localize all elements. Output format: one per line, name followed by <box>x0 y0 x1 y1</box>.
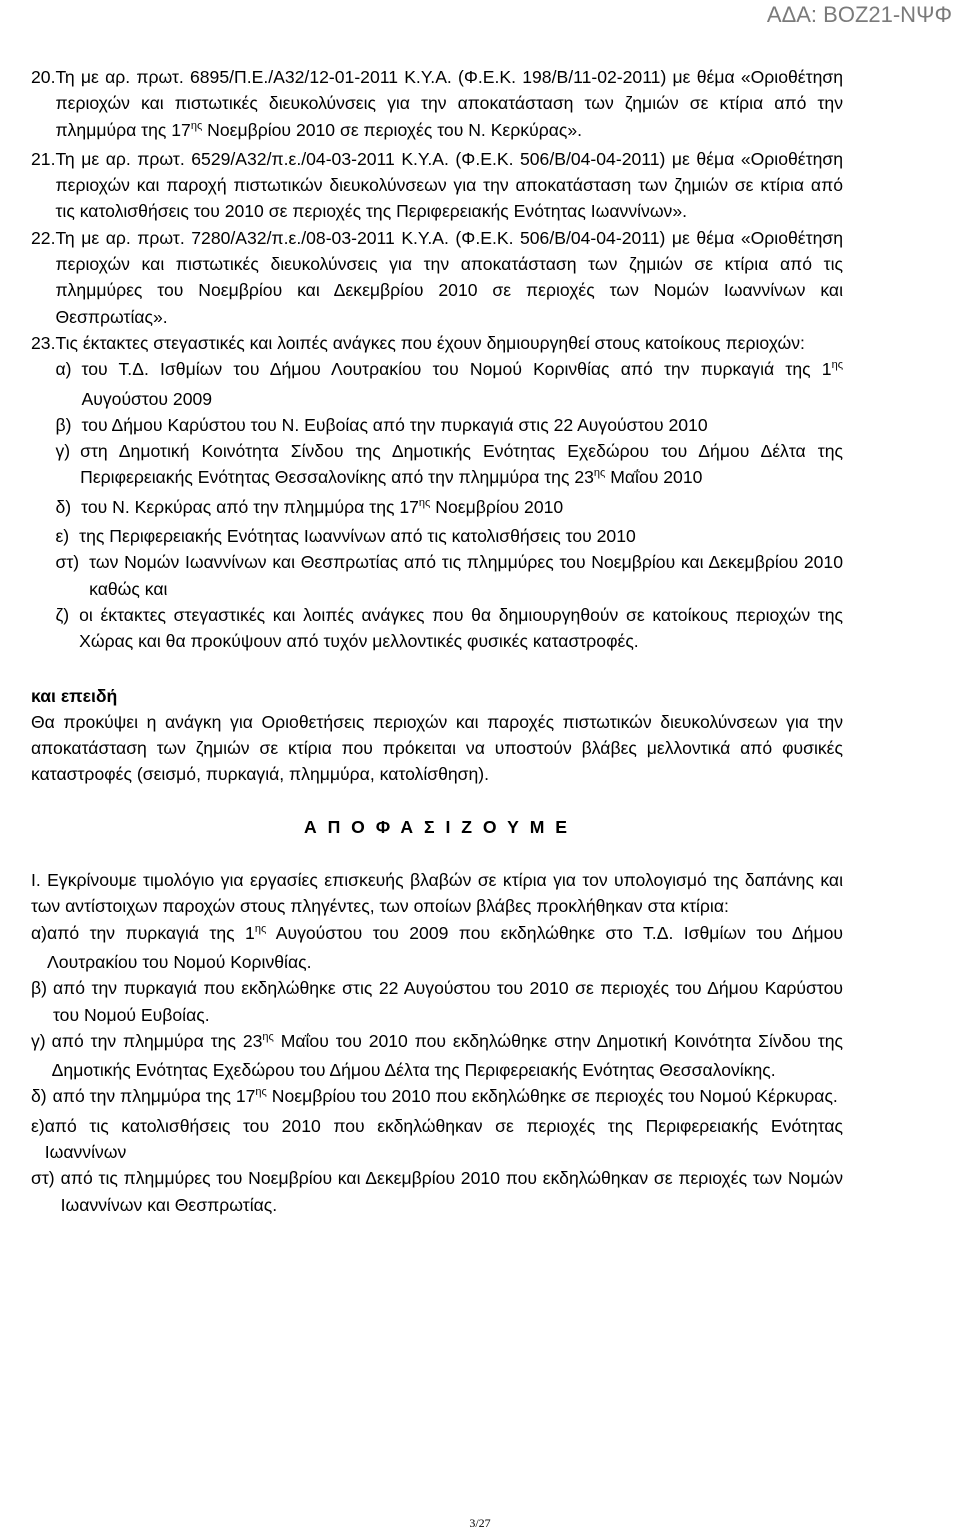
sub-label: α) <box>55 359 72 380</box>
sub-text-part: στη Δημοτική Κοινότητα Σίνδου της Δημοτικής Ενότητας Εχεδώρου του Δήμου Δέλτα της Περιφερειακής Ενότητας Θεσσαλονίκης από την πλημμύρα της 23 <box>80 441 843 488</box>
item-text-part: Νοεμβρίου 2010 σε περιοχές του Ν. Κερκύρας». <box>202 119 583 140</box>
sub-text <box>82 356 844 412</box>
item-intro: Τις έκτακτες στεγαστικές και λοιπές ανάγκες που έχουν δημιουργηθεί στους κατοίκους περιοχών: <box>55 332 805 353</box>
item-text: Τη με αρ. πρωτ. 7280/Α32/π.ε./08-03-2011 Κ.Υ.Α. (Φ.Ε.Κ. 506/Β/04-04-2011) με θέμα «Οριοθέτηση περιοχών και πιστωτικές διευκολύνσεις για την αποκατάσταση των ζημιών σε κτίρια από τις πλημμύρες του Νοεμβρίου και Δεκεμβρίου 2010 σε περιοχές των Νομών Ιωαννίνων και Θεσπρωτίας». <box>55 227 843 327</box>
sub-item-a <box>55 356 843 412</box>
decision-title: Α Π Ο Φ Α Σ Ι Ζ Ο Υ Μ Ε <box>303 816 571 837</box>
decision-item-b <box>31 975 843 1028</box>
sub-text-part: του Τ.Δ. Ισθμίων του Δήμου Λουτρακίου του Νομού Κορινθίας από την πυρκαγιά της 1 <box>81 359 832 380</box>
superscript: ης <box>255 1086 267 1099</box>
decision-paragraph: Ι. Εγκρίνουμε τιμολόγιο για εργασίες επισκευής βλαβών σε κτίρια για τον υπολογισμό της δαπάνης και των αντίστοιχων παροχών στους πληγέντες, των οποίων βλάβες προκλήθηκαν στα κτίρια: <box>31 870 843 917</box>
decision-item-c <box>31 1028 843 1084</box>
sub-text <box>81 494 843 523</box>
decision-text <box>47 920 843 976</box>
sub-text: της Περιφερειακής Ενότητας Ιωαννίνων από τις κατολισθήσεις του 2010 <box>79 526 636 547</box>
decision-label: α) <box>31 922 48 943</box>
decision-label: δ) <box>31 1086 47 1107</box>
superscript: ης <box>593 467 606 480</box>
decision-label: γ) <box>31 1030 46 1051</box>
superscript: ης <box>831 359 843 372</box>
sub-label: ζ) <box>55 604 70 625</box>
sub-item-z <box>55 602 843 655</box>
sub-label: β) <box>55 414 72 435</box>
list-item-20 <box>31 64 843 146</box>
decision-item-st <box>31 1165 843 1218</box>
decision-label: στ) <box>31 1168 55 1189</box>
item-text-part: Τη με αρ. πρωτ. 6895/Π.Ε./Α32/12-01-2011 Κ.Υ.Α. (Φ.Ε.Κ. 198/Β/11-02-2011) με θέμα «Οριοθέτηση περιοχών και πιστωτικές διευκολύνσεις για την αποκατάσταση των ζημιών σε κτίρια από την πλημμύρα της 17 <box>55 67 843 140</box>
decision-item-a <box>31 920 843 976</box>
sub-text: του Δήμου Καρύστου του Ν. Ευβοίας από την πυρκαγιά στις 22 Αυγούστου 2010 <box>81 414 708 435</box>
list-item-21 <box>31 146 843 225</box>
item-number: 20. <box>31 67 56 87</box>
decision-text: από τις πλημμύρες του Νοεμβρίου και Δεκεμβρίου 2010 που εκδηλώθηκαν σε περιοχές των Νομών Ιωαννίνων και Θεσπρωτίας. <box>60 1168 843 1215</box>
sub-text: των Νομών Ιωαννίνων και Θεσπρωτίας από τις πλημμύρες του Νοεμβρίου και Δεκεμβρίου 2010 καθώς και <box>89 552 843 599</box>
decision-text-part: Νοεμβρίου του 2010 που εκδηλώθηκε σε περιοχές του Νομού Κέρκυρας. <box>266 1086 838 1107</box>
document-body <box>31 64 843 1218</box>
decision-item-e <box>31 1113 843 1166</box>
spacer <box>31 655 843 683</box>
decision-text <box>46 1028 843 1084</box>
decision-text: από τις κατολισθήσεις του 2010 που εκδηλώθηκαν σε περιοχές της Περιφερειακής Ενότητας Ιωαννίνων <box>44 1115 843 1162</box>
decision-text: από την πυρκαγιά που εκδηλώθηκε στις 22 Αυγούστου του 2010 σε περιοχές του Δήμου Καρύστου του Νομού Ευβοίας. <box>52 978 843 1025</box>
sub-label: δ) <box>55 496 72 517</box>
superscript: ης <box>418 496 431 509</box>
list-item-23 <box>31 330 843 655</box>
sub-item-e <box>55 523 843 549</box>
page-number: 3/27 <box>469 1516 491 1530</box>
decision-label: β) <box>31 978 47 999</box>
superscript: ης <box>254 922 267 935</box>
sub-item-d <box>55 494 843 523</box>
decision-text <box>47 1083 843 1112</box>
item-text: Τη με αρ. πρωτ. 6529/Α32/π.ε./04-03-2011 Κ.Υ.Α. (Φ.Ε.Κ. 506/Β/04-04-2011) με θέμα «Οριοθέτηση περιοχών και παροχή πιστωτικών διευκολύνσεων για την αποκατάσταση των ζημιών σε κτίρια από τις κατολισθήσεις του 2010 σε περιοχές της Περιφερειακής Ενότητας Ιωαννίνων». <box>55 148 843 222</box>
item-number: 21. <box>31 148 56 169</box>
decision-text-part: από την πλημμύρα της 17 <box>52 1086 256 1107</box>
sub-text-part: Μαΐου 2010 <box>605 467 703 488</box>
sub-text-part: του Ν. Κερκύρας από την πλημμύρα της 17 <box>81 496 419 517</box>
sub-text-part: Νοεμβρίου 2010 <box>430 496 564 517</box>
sub-label: στ) <box>55 552 80 573</box>
decision-label: ε) <box>31 1115 45 1136</box>
superscript: ης <box>190 119 203 132</box>
sub-label: ε) <box>55 526 70 547</box>
whereas-heading: και επειδή <box>31 685 118 706</box>
decision-text-part: από την πυρκαγιά της 1 <box>47 922 255 943</box>
superscript: ης <box>262 1030 274 1043</box>
sub-text: οι έκτακτες στεγαστικές και λοιπές ανάγκες που θα δημιουργηθούν σε κατοίκους περιοχών της Χώρας και θα προκύψουν από τυχόν μελλοντικές φυσικές καταστροφές. <box>79 604 843 652</box>
sub-text-part: Αυγούστου 2009 <box>81 388 213 409</box>
list-item-22 <box>31 225 843 330</box>
sub-label: γ) <box>55 441 71 462</box>
whereas-text: Θα προκύψει η ανάγκη για Οριοθετήσεις περιοχών και παροχές πιστωτικών διευκολύνσεων για την αποκατάσταση των ζημιών σε κτίρια που πρόκειται να υποστούν βλάβες μελλοντικά από φυσικές καταστροφές (σεισμό, πυρκαγιά, πλημμύρα, κατολίσθηση). <box>31 711 843 785</box>
sub-text <box>80 438 843 494</box>
decision-text-part: από την πλημμύρα της 23 <box>51 1030 263 1051</box>
sub-item-c <box>55 438 843 494</box>
decision-text-part: Αυγούστου του 2009 που εκδηλώθηκε στο Τ.Δ. Ισθμίων του Δήμου Λουτρακίου του Νομού Κορινθίας. <box>47 922 843 972</box>
sub-item-b <box>55 412 843 438</box>
doc-code: ΑΔΑ: ΒΟΖ21-ΝΨΦ <box>766 2 952 27</box>
item-number: 23. <box>31 332 56 353</box>
decision-text-part: Μαΐου του 2010 που εκδηλώθηκε στην Δημοτική Κοινότητα Σίνδου της Δημοτικής Ενότητας Εχεδώρου του Δήμου Δέλτα της Περιφερειακής Ενότητας Θεσσαλονίκης. <box>51 1030 843 1081</box>
item-number: 22. <box>31 227 56 248</box>
item-text <box>55 64 843 146</box>
sub-item-st <box>55 549 843 602</box>
decision-item-d <box>31 1083 843 1112</box>
item-body <box>55 330 843 655</box>
